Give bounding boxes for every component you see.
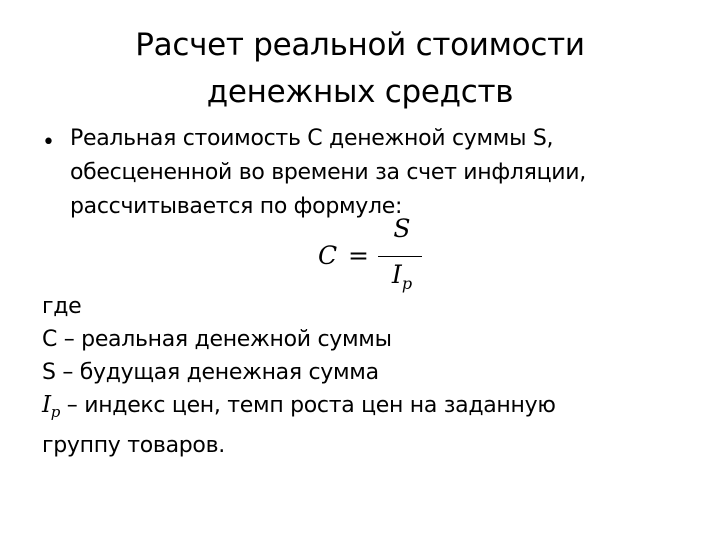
ip-symbol-sub: p xyxy=(50,403,61,421)
definition-ip xyxy=(42,389,702,429)
bullet-line-3: рассчитывается по формуле: xyxy=(70,194,403,219)
slide-title-line-1: Расчет реальной стоимости xyxy=(135,27,585,63)
formula-denominator-main: I xyxy=(391,260,402,289)
formula-lhs: C xyxy=(318,241,338,270)
bullet-paragraph xyxy=(70,122,700,224)
definition-c: С – реальная денежной суммы xyxy=(42,327,392,352)
slide-title-line-2: денежных средств xyxy=(206,74,514,110)
definition-ip-text-line-1: – индекс цен, темп роста цен на заданную xyxy=(60,393,556,418)
bullet-line-2: обесцененной во времени за счет инфляции, xyxy=(70,160,586,185)
formula-denominator-sub: p xyxy=(401,274,413,293)
definitions xyxy=(42,290,702,462)
definition-s: S – будущая денежная сумма xyxy=(42,360,379,385)
definition-ip-text-line-2: группу товаров. xyxy=(42,433,225,458)
formula-denominator xyxy=(378,260,426,293)
slide-title xyxy=(60,22,660,116)
formula-fraction-bar xyxy=(378,256,422,257)
formula-numerator: S xyxy=(393,214,411,243)
formula xyxy=(318,214,438,298)
formula-equals: = xyxy=(348,241,369,270)
definitions-intro: где xyxy=(42,294,82,319)
bullet-line-1: Реальная стоимость С денежной суммы S, xyxy=(70,126,554,151)
ip-symbol xyxy=(42,392,61,421)
ip-symbol-main: I xyxy=(42,392,51,418)
bullet-marker: • xyxy=(42,130,55,155)
